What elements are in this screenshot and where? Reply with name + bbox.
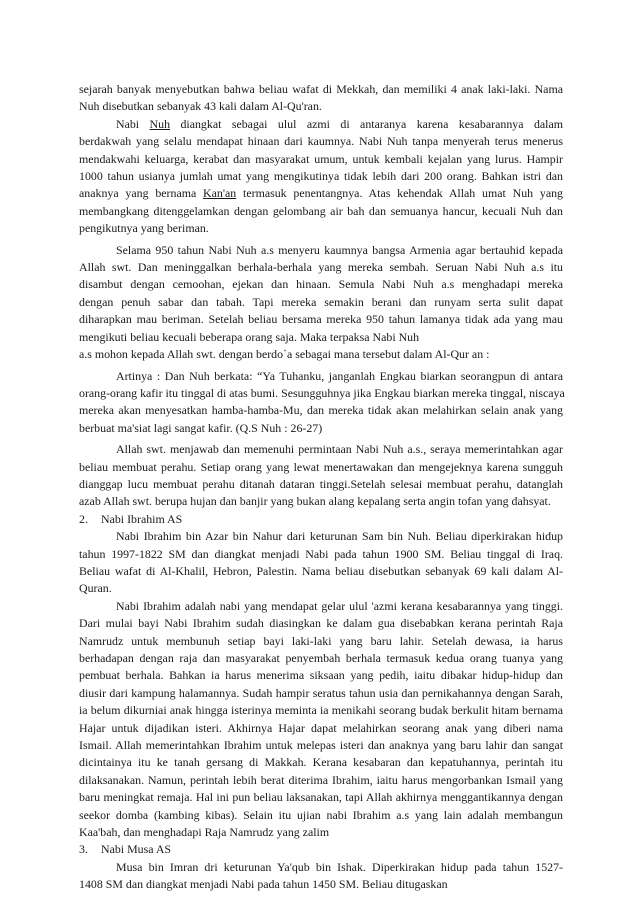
paragraph-7 — [79, 598, 563, 842]
text-line: pengikutnya yang beriman. — [79, 221, 209, 236]
paragraph-4 — [79, 368, 563, 438]
paragraph-5 — [79, 441, 563, 511]
text-line: diharapkan mau beriman. Setelah beliau bersama mereka 950 tahun lamanya tidak ada yang mau — [79, 312, 563, 327]
text-line: diusir dari kampung halamannya. Sudah hampir seratus tahun usia dan pernikahannya dengan Sarah, — [79, 685, 563, 700]
paragraph-1 — [79, 81, 563, 116]
section-heading-ibrahim — [79, 511, 563, 528]
text-line: 1408 SM dan diangkat menjadi Nabi pada tahun 1450 SM. Beliau ditugaskan — [79, 877, 448, 892]
text-line: membangkang ditenggelamkan dengan gelombang air bah dan semuanya hancur, kecuali Nuh dan — [79, 203, 563, 218]
text-line: Quran. — [79, 581, 112, 596]
paragraph-3 — [79, 242, 563, 364]
paragraph-8 — [79, 859, 563, 894]
text-line: sejarah banyak menyebutkan bahwa beliau wafat di Mekkah, dan memiliki 4 anak laki-laki. Nama — [79, 82, 563, 96]
text-line: dicintainya itu ke tanah gersang di Makkah. Kerana kesabaran dan kepatuhannya, perintah itu — [79, 755, 563, 770]
heading-title: Nabi Musa AS — [101, 842, 172, 857]
text-line: Namrudz untuk membunuh setiap bayi laki-laki yang baru lahir. Setelah dewasa, ia harus — [79, 633, 563, 648]
text-line: Nuh disebutkan sebanyak 43 kali dalam Al-Qu'ran. — [79, 99, 322, 114]
text-line: Kaa'bah, dan menghadapi Raja Namrudz yang zalim — [79, 825, 330, 840]
text-line: Artinya : Dan Nuh berkata: “Ya Tuhanku, janganlah Engkau biarkan seorangpun di antara — [116, 368, 563, 383]
underlined-word-kanan: Kan'an — [203, 186, 237, 201]
text-line: seekor domba (kambing kibas). Selain itu ujian nabi Ibrahim a.s yang lain adalah membangun — [79, 807, 563, 822]
text-line: Ismail. Allah memerintahkan Ibrahim untuk melepas isteri dan anaknya yang baru lahir dan sangat — [79, 738, 563, 753]
text-line: mengikuti beliau kecuali beberapa orang saja. Maka terpaksa Nabi Nuh — [79, 329, 420, 344]
text-line: Dari mulai bayi Nabi Ibrahim sudah diasingkan ke dalam gua disebabkan kerana perintah Raja — [79, 616, 563, 631]
heading-number: 2. — [79, 511, 88, 526]
text-line: ia belum dikurniai anak hingga isterinya meminta ia menikahi seorang budak berkulit hitam bernama — [79, 703, 563, 718]
text-line: Allah swt. menjawab dan memenuhi permintaan Nabi Nuh a.s., seraya memerintahkan agar — [116, 442, 563, 457]
text-line: mendakwahi keluarga, kerabat dan masyarakat umum, untuk kembali kejalan yang lurus. Hampir — [79, 151, 563, 166]
text-line: Selama 950 tahun Nabi Nuh a.s menyeru kaumnya bangsa Armenia agar bertauhid kepada — [116, 242, 563, 257]
text-line: dengan penuh sabar dan tabah. Tapi mereka semakin berani dan runyam serta sulit dapat — [79, 294, 563, 309]
text-line: berbuat ma'siat lagi sangat kafir. (Q.S Nuh : 26-27) — [79, 420, 323, 435]
text-line: pembuat berhala. Bahkan ia harus menerima siksaan yang pedih, iaitu dibakar hidup-hidup dan — [79, 668, 563, 683]
text-line: baru meningkat remaja. Hal ini pun beliau laksanakan, tapi Allah akhirnya menggantikannya dengan — [79, 790, 563, 805]
text-line: Beliau wafat di Al-Khalil, Hebron, Palestin. Nama beliau disebutkan sebanyak 69 kali dalam Al- — [79, 563, 563, 578]
text-line: Nabi Ibrahim bin Azar bin Nahur dari keturunan Sam bin Nuh. Beliau diperkirakan hidup — [116, 529, 563, 544]
text-line: anaknya yang bernama Kan'an termasuk penentangnya. Atas kehendak Allah umat Nuh yang — [79, 186, 563, 201]
text-line: Hajar untuk dijadikan isteri. Akhirnya Hajar dapat melahirkan seorang anak yang diberi nama — [79, 720, 563, 735]
text-line: mereka akan menyesatkan hamba-hamba-Mu, dan mereka tidak akan melahirkan selain anak yang — [79, 403, 563, 418]
text-line: Musa bin Imran dri keturunan Ya'qub bin Ishak. Diperkirakan hidup pada tahun 1527- — [116, 859, 563, 874]
text-line: dilaksanakan. Namun, perintah lebih berat diterima Ibrahim, iaitu harus mengorbankan Ismail yang — [79, 772, 563, 787]
paragraph-6 — [79, 528, 563, 598]
text-line: Nabi Nuh diangkat sebagai ulul azmi di antaranya karena kesabarannya dalam — [116, 116, 563, 131]
text-line: tahun 1997-1822 SM dan diangkat menjadi Nabi pada tahun 1900 SM. Beliau tinggal di Iraq. — [79, 546, 563, 561]
underlined-word-nuh: Nuh — [149, 116, 171, 131]
text-line: beliau membuat perahu. Setiap orang yang lewat menertawakan dan mengejeknya karena sungguh — [79, 459, 563, 474]
text-line: a.s mohon kepada Allah swt. dengan berdo`a sebagai mana tersebut dalam Al-Qur an : — [79, 347, 490, 362]
text-line: orang-orang kafir itu tinggal di atas bumi. Sesungguhnya jika Engkau biarkan mereka tinggal, niscaya — [79, 385, 565, 400]
text-line: berhadapan dengan raja dan masyarakat penyembah berhala termasuk kedua orang tuanya yang — [79, 651, 563, 665]
section-heading-musa — [79, 841, 563, 858]
heading-number: 3. — [79, 842, 88, 857]
text-line: dianggap lucu membuat perahu ditanah dataran tinggi.Setelah selesai membuat perahu, datanglah — [79, 476, 563, 491]
text-line: disambut dengan cemoohan, ejekan dan hinaan. Semula Nabi Nuh a.s menghadapi mereka — [79, 277, 563, 292]
paragraph-2 — [79, 116, 563, 238]
text-line: azab Allah swt. berupa hujan dan banjir yang bukan alang kepalang serta angin tofan yang dahsyat. — [79, 494, 551, 509]
heading-title: Nabi Ibrahim AS — [101, 511, 183, 526]
text-line: berdakwah yang selalu mendapat hinaan dari kaumnya. Nabi Nuh tanpa menyerah terus menerus — [79, 134, 563, 149]
text-line: 1000 tahun usianya jumlah umat yang mengikutinya tidak lebih dari 200 orang. Bahkan istri dan — [79, 169, 563, 184]
text-line: Allah swt. Dan meninggalkan berhala-berhala yang mereka sembah. Seruan Nabi Nuh a.s itu — [79, 260, 563, 275]
text-line: Nabi Ibrahim adalah nabi yang mendapat gelar ulul 'azmi kerana kesabarannya yang tinggi. — [116, 598, 563, 613]
